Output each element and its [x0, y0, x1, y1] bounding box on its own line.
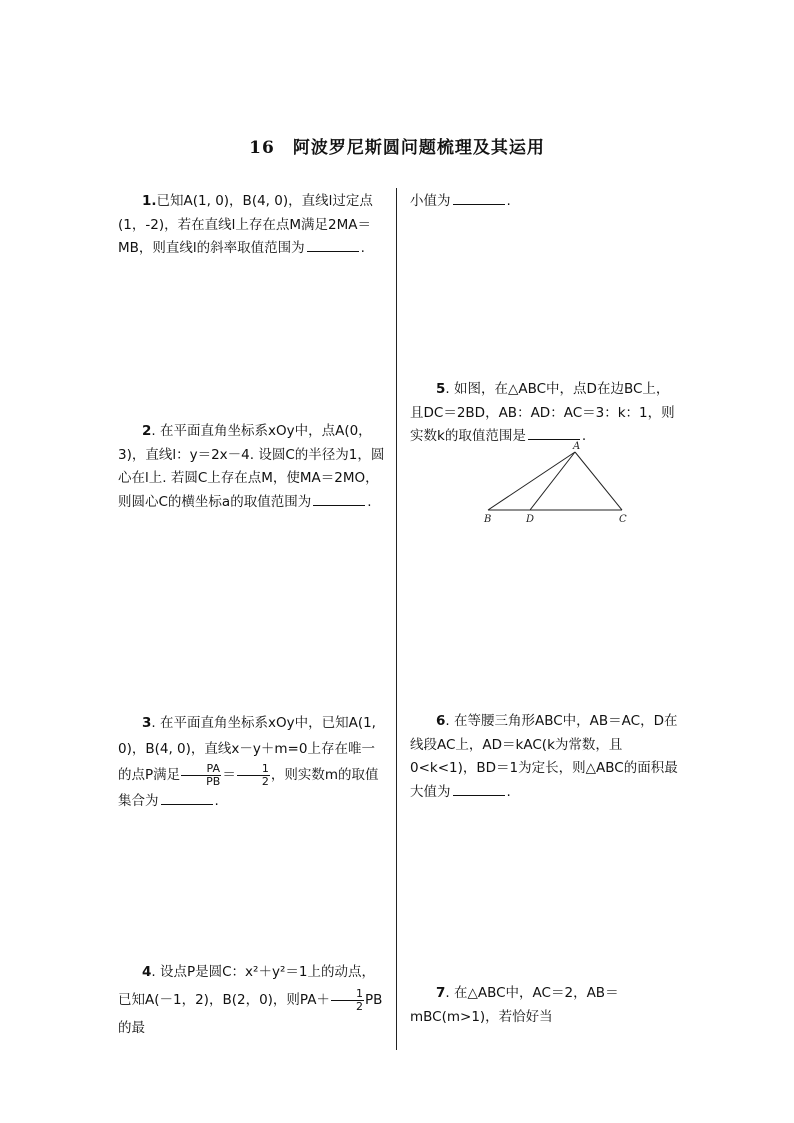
- answer-blank: [161, 790, 213, 805]
- problem-2: [118, 420, 386, 514]
- problem-4-text-2: PB的最: [118, 992, 383, 1036]
- title-number: 16: [249, 138, 275, 158]
- problem-5-text: . 如图，在△ABC中，点D在边BC上，且DC＝2BD，AB：AD：AC＝3：k：1，则实数k的取值范围是: [410, 381, 675, 444]
- problem-2-number: 2: [142, 423, 152, 439]
- problem-5: [410, 378, 682, 449]
- problem-7-number: 7: [436, 985, 446, 1001]
- problem-6: [410, 710, 682, 804]
- problem-3-end: .: [214, 793, 219, 809]
- problem-4-end: .: [506, 193, 511, 209]
- label-a: A: [573, 441, 581, 452]
- fraction-numerator: PA: [181, 763, 221, 776]
- problem-1-end: .: [360, 240, 365, 256]
- problem-5-number: 5: [436, 381, 446, 397]
- problem-3-text-2: ，则实数m的取值集合为: [118, 767, 379, 809]
- problem-7: [410, 982, 682, 1029]
- segment-ad: [530, 452, 575, 510]
- segment-ab: [488, 452, 575, 510]
- problem-6-text: . 在等腰三角形ABC中，AB＝AC，D在线段AC上，AD＝kAC(k为常数，且0<k<1)，BD＝1为定长，则△ABC的面积最大值为: [410, 713, 678, 800]
- fraction-denominator: PB: [206, 774, 221, 788]
- fraction-denominator: 2: [261, 774, 269, 788]
- fraction-denominator: 2: [355, 999, 363, 1013]
- page-title: [0, 133, 794, 158]
- problem-4-continuation: [410, 190, 682, 214]
- title-text: 阿波罗尼斯圆问题梳理及其运用: [292, 138, 545, 158]
- label-c: C: [619, 514, 627, 525]
- answer-blank: [313, 491, 365, 506]
- fraction-numerator: 1: [237, 763, 270, 776]
- problem-1: [118, 190, 386, 261]
- label-d: D: [526, 514, 535, 525]
- problem-4-text-3: 小值为: [410, 193, 451, 209]
- problem-7-text: . 在△ABC中，AC＝2，AB＝mBC(m>1)，若恰好当: [410, 985, 619, 1025]
- problem-2-text: . 在平面直角坐标系xOy中，点A(0，3)，直线l：y＝2x－4. 设圆C的半径为1，圆心在l上. 若圆C上存在点M，使MA＝2MO，则圆心C的横坐标a的取值范围为: [118, 423, 385, 510]
- answer-blank: [528, 425, 580, 440]
- problem-1-number: 1.: [142, 193, 157, 209]
- column-divider: [396, 188, 397, 1050]
- fraction-pa-pb: [181, 763, 221, 788]
- problem-6-number: 6: [436, 713, 446, 729]
- fraction-one-half: [237, 763, 270, 788]
- answer-blank: [453, 781, 505, 796]
- problem-3: [118, 710, 386, 814]
- problem-3-number: 3: [142, 715, 152, 731]
- problem-4-text: . 设点P是圆C：x²＋y²＝1上的动点，已知A(－1，2)，B(2，0)，则PA＋: [118, 964, 375, 1008]
- problem-1-text: 已知A(1, 0)，B(4, 0)，直线l过定点(1，-2)，若在直线l上存在点M满足2MA＝MB，则直线l的斜率取值范围为: [118, 193, 373, 256]
- problem-4: [118, 958, 386, 1042]
- problem-5-end: .: [581, 428, 587, 444]
- problem-3-text: . 在平面直角坐标系xOy中，已知A(1, 0)，B(4, 0)，直线x－y＋m=0上存在唯一的点P满足: [118, 715, 376, 783]
- segment-ac: [575, 452, 622, 510]
- label-b: B: [484, 514, 492, 525]
- fraction-one-half: [331, 988, 364, 1013]
- problem-2-end: .: [367, 493, 372, 510]
- fraction-numerator: 1: [331, 988, 364, 1001]
- problem-6-end: .: [506, 783, 511, 800]
- answer-blank: [307, 237, 359, 252]
- problem-4-number: 4: [142, 964, 152, 980]
- equals-sign: ＝: [222, 767, 236, 783]
- answer-blank: [453, 190, 505, 205]
- triangle-figure: [480, 440, 640, 530]
